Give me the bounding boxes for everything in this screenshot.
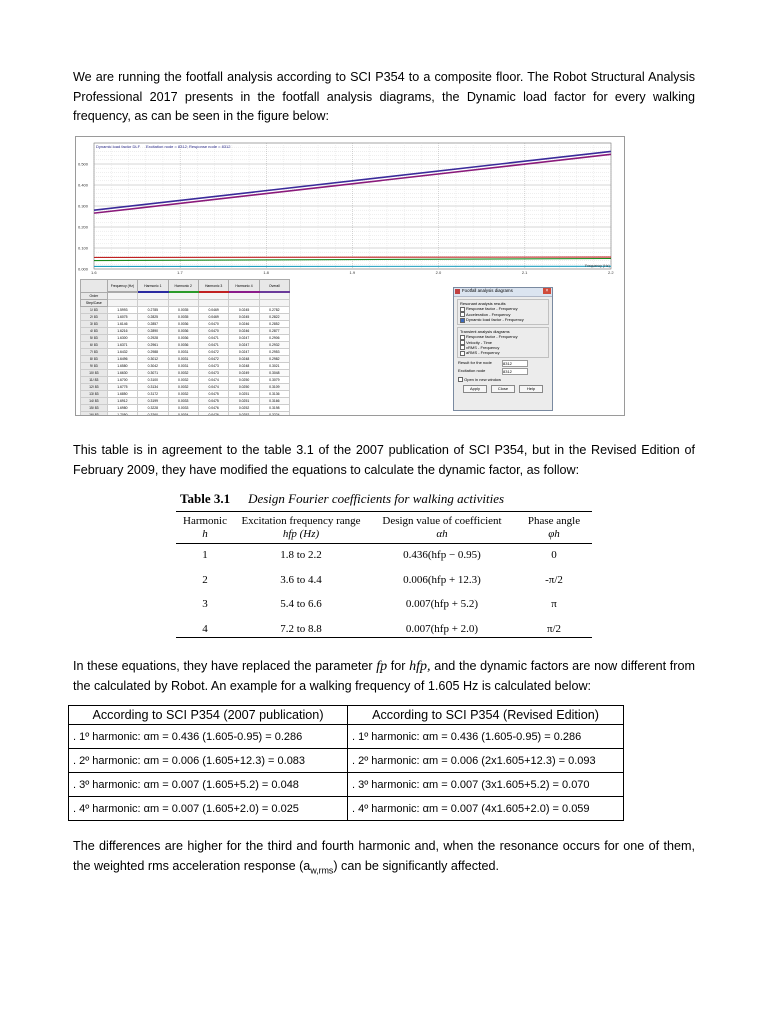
table-cell: 0.0246 [229,327,259,334]
table-row-label: 1/ 83 [81,306,108,313]
table-row[interactable] [81,327,290,334]
harmonic-2007-cell: . 2º harmonic: αm = 0.006 (1.605+12.3) = 0.083 [69,749,348,773]
table-cell: 0.0033 [168,404,198,411]
table-3-1-cell: π [551,598,557,610]
table-cell: 0.0036 [168,320,198,327]
table-cell: 0.3071 [138,369,168,376]
excitation-node-field[interactable]: 8312 [502,368,528,375]
table-cell: 0.0252 [229,411,259,415]
table-cell: 0.3228 [138,404,168,411]
table-cell: 0.3109 [259,383,289,390]
table-cell: 0.0033 [168,397,198,404]
apply-button[interactable]: Apply [463,385,487,392]
table-cell: 0.0475 [198,390,228,397]
table-3-1 [176,487,592,639]
table-cell: 0.3048 [259,369,289,376]
table-row-label: 5/ 83 [81,334,108,341]
table-cell: 0.3136 [259,390,289,397]
closing-paragraph: The differences are higher for the third and fourth harmonic and, when the resonance occurs for one of them, the weighted rms acceleration response $(a_{w,rms})$ can be significantly affected. [73,839,695,876]
param-hfp: hfp, [409,659,431,674]
table-3-1-cell: 3 [202,598,208,610]
table-cell: 0.0249 [229,369,259,376]
dialog-group-transient [457,327,549,358]
table-column-header: Harmonic 3 [198,280,228,293]
table-3-1-cell: 3.6 to 4.4 [280,573,322,586]
comparison-header-2007: According to SCI P354 (2007 publication) [69,706,348,725]
table-row-label: 3/ 83 [81,320,108,327]
table-row[interactable] [81,306,290,313]
table-row[interactable] [81,383,290,390]
table-cell: 0.0250 [229,383,259,390]
table-cell: 0.3134 [138,383,168,390]
table-cell: 1.6075 [107,313,137,320]
table-cell: 0.0036 [168,327,198,334]
table-cell: 0.3042 [138,362,168,369]
table-cell: 0.2988 [138,348,168,355]
table-cell: 0.2906 [259,334,289,341]
table-row[interactable] [81,348,290,355]
table-3-1-caption: Design Fourier coefficients for walking activities [248,491,505,506]
table-column-header: Frequency (Hz) [107,280,137,293]
table-cell: 0.0245 [229,306,259,313]
table-column-header: Harmonic 4 [229,280,259,293]
table-3-1-cell: π/2 [546,622,562,635]
table-cell: 1.7050 [107,411,137,415]
table-cell: 0.2782 [259,306,289,313]
harmonic-revised-cell: . 3º harmonic: αm = 0.007 (3x1.605+5.2) = 0.070 [348,773,624,797]
table-cell: 0.0252 [229,404,259,411]
y-tick-label: 0.500 [78,161,89,167]
table-cell: 0.2877 [259,327,289,334]
harmonic-2007-cell: . 1º harmonic: αm = 0.436 (1.605-0.95) = 0.286 [69,725,348,749]
table-cell: 0.0474 [198,383,228,390]
comparison-row [69,725,624,749]
table-cell: 0.0036 [168,334,198,341]
comparison-row [69,749,624,773]
table-cell: 1.6496 [107,355,137,362]
table-cell: 0.0032 [168,369,198,376]
table-cell: 1.6980 [107,404,137,411]
table-cell: 0.0246 [229,320,259,327]
table-row[interactable] [81,411,290,415]
table-row[interactable] [81,390,290,397]
harmonic-revised-cell: . 4º harmonic: αm = 0.007 (4x1.605+2.0) = 0.059 [348,797,624,821]
dialog-option-label: Response factor - Frequency [466,334,518,340]
table-row-label: 9/ 83 [81,362,108,369]
dialog-option-label: vRMS - Frequency [466,345,500,350]
table-cell: 0.2953 [259,348,289,355]
table-row[interactable] [81,355,290,362]
table-row-label: 15/ 83 [81,404,108,411]
table-row[interactable] [81,404,290,411]
col-harmonic: Harmonic h [183,515,227,540]
table-cell: 0.3079 [259,376,289,383]
y-tick-label: 0.000 [78,266,89,272]
x-tick-label: 1.9 [349,270,356,275]
table-row-label: 12/ 83 [81,383,108,390]
dialog-option-label: Response factor - Frequency [466,306,518,312]
table-cell: 0.0251 [229,390,259,397]
table-cell: 0.0032 [168,390,198,397]
table-cell: 0.2932 [259,341,289,348]
comparison-row [69,773,624,797]
table-cell: 0.0475 [198,397,228,404]
table-row-label: 14/ 83 [81,397,108,404]
table-cell: 1.6432 [107,348,137,355]
dialog-option-label: Dynamic load factor - Frequency [466,317,524,323]
comparison-row [69,797,624,821]
harmonic-2007-cell: . 4º harmonic: αm = 0.007 (1.605+2.0) = 0.025 [69,797,348,821]
checkbox[interactable] [460,335,465,340]
table-cell: 0.3100 [138,376,168,383]
chart-title: Dynamic load factor DLF [96,144,141,149]
dlf-chart [76,137,624,277]
table-3-1-cell: 7.2 to 8.8 [280,622,322,635]
table-column-header: Harmonic 2 [168,280,198,293]
table-3-1-cell: 0.007(hfp + 2.0) [405,622,479,635]
table-cell: 0.0031 [168,362,198,369]
table-3-1-cell: 4 [202,622,208,635]
table-cell: 0.0247 [229,341,259,348]
param-fp: fp [376,659,388,674]
table-cell: 0.0471 [198,334,228,341]
table-cell: 0.0473 [198,369,228,376]
table-cell: 0.2928 [138,334,168,341]
table-3-1-cell: 0 [551,549,557,561]
table-row-label: 6/ 83 [81,341,108,348]
harmonic-revised-cell: . 2º harmonic: αm = 0.006 (2x1.605+12.3) = 0.093 [348,749,624,773]
table-cell: 0.2785 [138,306,168,313]
table-cell: 0.2982 [259,355,289,362]
comparison-header-revised: According to SCI P354 (Revised Edition) [348,706,624,725]
table-cell: 0.0248 [229,355,259,362]
table-row-label: 4/ 83 [81,327,108,334]
dialog-title: Footfall analysis diagrams [462,288,513,293]
table-cell: 1.6850 [107,390,137,397]
table-cell: 0.3172 [138,390,168,397]
table-cell: 0.0032 [168,383,198,390]
table-cell: 1.6146 [107,320,137,327]
table-column-header: Harmonic 1 [138,280,168,293]
excitation-node-label: Excitation node [458,367,486,373]
dlf-data-table [80,279,290,415]
col-frequency-range: Excitation frequency range hfp (Hz) [241,515,361,540]
table-3-1-cell: 5.4 to 6.6 [280,598,322,610]
table-cell: 0.0471 [198,341,228,348]
col-phase-angle: Phase angle φh [527,515,581,540]
table-cell: 0.0031 [168,355,198,362]
table-row[interactable] [81,376,290,383]
table-row[interactable] [81,397,290,404]
footfall-dialog [453,287,553,411]
table-cell: 0.0248 [229,362,259,369]
group-transient-title: Transient analysis diagrams [460,328,510,334]
table-cell: 0.0469 [198,306,228,313]
table-cell: 0.0247 [229,334,259,341]
table-3-1-number: Table 3.1 [180,491,231,506]
table-3-1-cell: 0.006(hfp + 12.3) [403,573,481,586]
table-cell: 1.6216 [107,327,137,334]
table-row[interactable] [81,320,290,327]
table-cell: 0.0470 [198,320,228,327]
table-cell: 0.0473 [198,362,228,369]
dialog-close-icon[interactable]: × [543,288,551,294]
x-tick-label: 1.6 [91,270,97,275]
table-column-header: Overall [259,280,289,293]
table-cell: 0.3198 [259,404,289,411]
open-window-label: Open in new window [464,376,502,382]
table-row-label: 10/ 83 [81,369,108,376]
y-tick-label: 0.400 [78,182,89,188]
table-cell: 0.3021 [259,362,289,369]
table-cell: 0.3012 [138,355,168,362]
x-tick-label: 2.2 [608,270,614,275]
dialog-option-label: aRMS - Frequency [466,350,500,356]
chart-subtitle: Excitation node = 8312; Response node = 8312 [146,144,231,149]
table-cell: 0.0245 [229,313,259,320]
table-cell: 0.0035 [168,306,198,313]
table-cell: 1.5993 [107,306,137,313]
table-row-label: 2/ 83 [81,313,108,320]
table-row-label: 11/ 83 [81,376,108,383]
dialog-option-label: Acceleration - Frequency [466,311,511,317]
table-cell: 0.0476 [198,411,228,415]
dialog-option-label: Velocity - Time [466,339,493,345]
result-node-field[interactable]: 8312 [502,360,528,367]
table-cell: 0.0034 [168,411,198,415]
harmonic-2007-cell: . 3º harmonic: αm = 0.007 (1.605+5.2) = 0.048 [69,773,348,797]
table-3-1-cell: 1 [202,549,208,561]
table-cell: 0.2825 [138,313,168,320]
mid-paragraph: This table is in agreement to the table 3.1 of the 2007 publication of SCI P354, but in the Revised Edition of February 2009, they have modified the equations to calculate the dynamic factor, as follow: [73,443,695,477]
table-cell: 0.3224 [259,411,289,415]
table-cell: 0.2852 [259,320,289,327]
group-resonant-title: Resonant analysis results [460,301,506,306]
table-cell: 0.3166 [259,397,289,404]
table-cell: 0.0250 [229,376,259,383]
table-row-label: 7/ 83 [81,348,108,355]
table-3-1-cell: 2 [202,573,208,586]
x-axis-label: Frequency (Hz) [585,264,610,268]
x-tick-label: 2.1 [521,270,528,275]
table-cell: 0.0476 [198,404,228,411]
table-sub-header: Step/Case [81,299,108,306]
table-row[interactable] [81,334,290,341]
table-cell: 1.6700 [107,376,137,383]
table-row[interactable] [81,369,290,376]
x-tick-label: 1.8 [263,270,269,275]
table-cell: 1.6912 [107,397,137,404]
col-coefficient: Design value of coefficient αh [382,515,502,540]
checkbox[interactable] [460,351,465,356]
help-button[interactable]: Help [519,385,543,392]
table-row[interactable] [81,313,290,320]
y-tick-label: 0.200 [78,224,89,230]
dialog-option[interactable] [460,350,546,355]
table-cell: 1.6580 [107,362,137,369]
table-cell: 0.2961 [138,341,168,348]
table-3-1-cell: -π/2 [545,573,563,586]
table-cell: 0.0036 [168,341,198,348]
intro-paragraph: We are running the footfall analysis according to SCI P354 to a composite floor. The Robot Structural Analysis Professional 2017 presents in the footfall analysis diagrams, the Dynamic load factor for every walking frequency, as can be seen in the figure below: [73,70,695,123]
y-tick-label: 0.300 [78,203,89,209]
table-3-1-cell: 1.8 to 2.2 [280,549,322,561]
table-cell: 0.0251 [229,397,259,404]
table-row[interactable] [81,341,290,348]
dialog-icon [455,289,460,294]
table-3-1-cell: 0.007(hfp + 5.2) [405,598,479,610]
table-cell: 1.6630 [107,369,137,376]
table-row[interactable] [81,362,290,369]
table-row-label: 8/ 83 [81,355,108,362]
close-button[interactable]: Close [491,385,515,392]
replacement-paragraph: In these equations, they have replaced the parameter fp for hfp, and the dynamic factors are now different from the calculated by Robot. An example for a walking frequency of 1.605 Hz is calculated below: [73,659,695,693]
table-cell: 0.0470 [198,327,228,334]
table-row-label: 16/ 83 [81,411,108,415]
table-cell: 0.0474 [198,376,228,383]
table-cell: 0.0247 [229,348,259,355]
table-cell: 0.0469 [198,313,228,320]
table-3-1-title [180,491,504,507]
table-cell: 0.0472 [198,348,228,355]
harmonic-revised-cell: . 1º harmonic: αm = 0.436 (1.605-0.95) = 0.286 [348,725,624,749]
table-sub-header: Order [81,292,108,299]
x-tick-label: 1.7 [177,270,183,275]
table-row-label: 13/ 83 [81,390,108,397]
table-cell: 0.2857 [138,320,168,327]
y-tick-label: 0.100 [78,245,89,251]
table-cell: 1.6300 [107,334,137,341]
dialog-group-resonant [457,299,549,325]
checkbox[interactable] [460,318,465,323]
dlf-table [80,279,290,415]
table-cell: 0.0032 [168,376,198,383]
table-cell: 1.6775 [107,383,137,390]
open-window-checkbox[interactable] [458,377,463,382]
table-cell: 0.0031 [168,348,198,355]
table-cell: 1.6371 [107,341,137,348]
dialog-option[interactable] [460,317,546,322]
table-cell: 0.0472 [198,355,228,362]
table-cell: 0.3260 [138,411,168,415]
table-cell: 0.0035 [168,313,198,320]
comparison-table [68,705,624,821]
result-node-label: Result for the node [458,359,492,365]
robot-screenshot [75,136,625,416]
table-3-1-cell: 0.436(hfp − 0.95) [403,549,481,561]
x-tick-label: 2.0 [435,270,442,275]
table-cell: 0.2822 [259,313,289,320]
table-cell: 0.3199 [138,397,168,404]
table-cell: 0.2890 [138,327,168,334]
